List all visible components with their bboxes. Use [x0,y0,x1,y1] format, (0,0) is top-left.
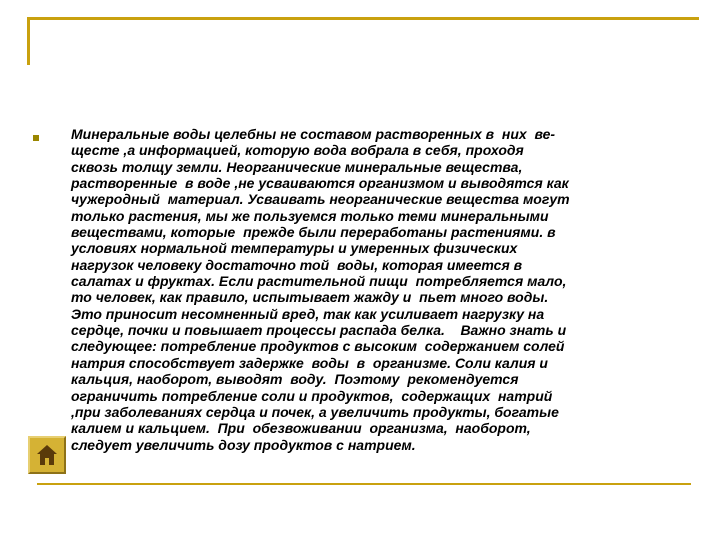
text-line: натрия способствует задержке воды в организме. Соли калия и [71,354,548,371]
frame-left-line [27,17,30,65]
text-line: щесте ,а информацией, которую вода вобрала в себя, проходя [71,142,524,159]
text-line: чужеродный материал. Усваивать неорганические вещества могут [71,191,570,208]
bullet-icon [33,135,39,141]
text-line: сердце, почки и повышает процессы распада белка. Важно знать и [71,322,567,339]
text-line: Минеральные воды целебны не составом растворенных в них ве- [71,126,556,142]
text-line: нагрузок человеку достаточно той воды, которая имеется в [71,256,523,273]
frame-bottom-line [37,483,691,485]
text-line: кальция, наоборот, выводят воду. Поэтому рекомендуется [71,371,519,388]
text-line: растворенные в воде ,не усваиваются организмом и выводятся как [71,175,569,192]
text-line: ,при заболеваниях сердца и почек, а увеличить продукты, богатые [71,403,559,420]
text-line: следующее: потребление продуктов с высоким содержанием солей [71,338,565,355]
text-line: условиях нормальной температуры и умеренных физических [71,240,518,257]
text-line: салатах и фруктах. Если растительной пищи потребляется мало, [71,273,567,290]
text-line: следует увеличить дозу продуктов с натрием. [71,436,416,453]
text-line: сквозь толщу земли. Неорганические минеральные вещества, [71,158,523,175]
text-line: то человек, как правило, испытывает жажду и пьет много воды. [71,289,549,306]
home-button[interactable] [28,436,66,474]
text-line: калием и кальцием. При обезвоживании организма, наоборот, [71,420,531,437]
text-line: веществами, которые прежде были переработаны растениями. в [71,224,556,241]
text-line: ограничить потребление соли и продуктов, содержащих натрий [71,387,553,404]
home-icon [37,444,57,466]
text-line: только растения, мы же пользуемся только теми минеральными [71,207,549,224]
frame-top-line [27,17,699,20]
text-line: Это приносит несомненный вред, так как усиливает нагрузку на [71,305,545,322]
paragraph-text [71,126,691,453]
